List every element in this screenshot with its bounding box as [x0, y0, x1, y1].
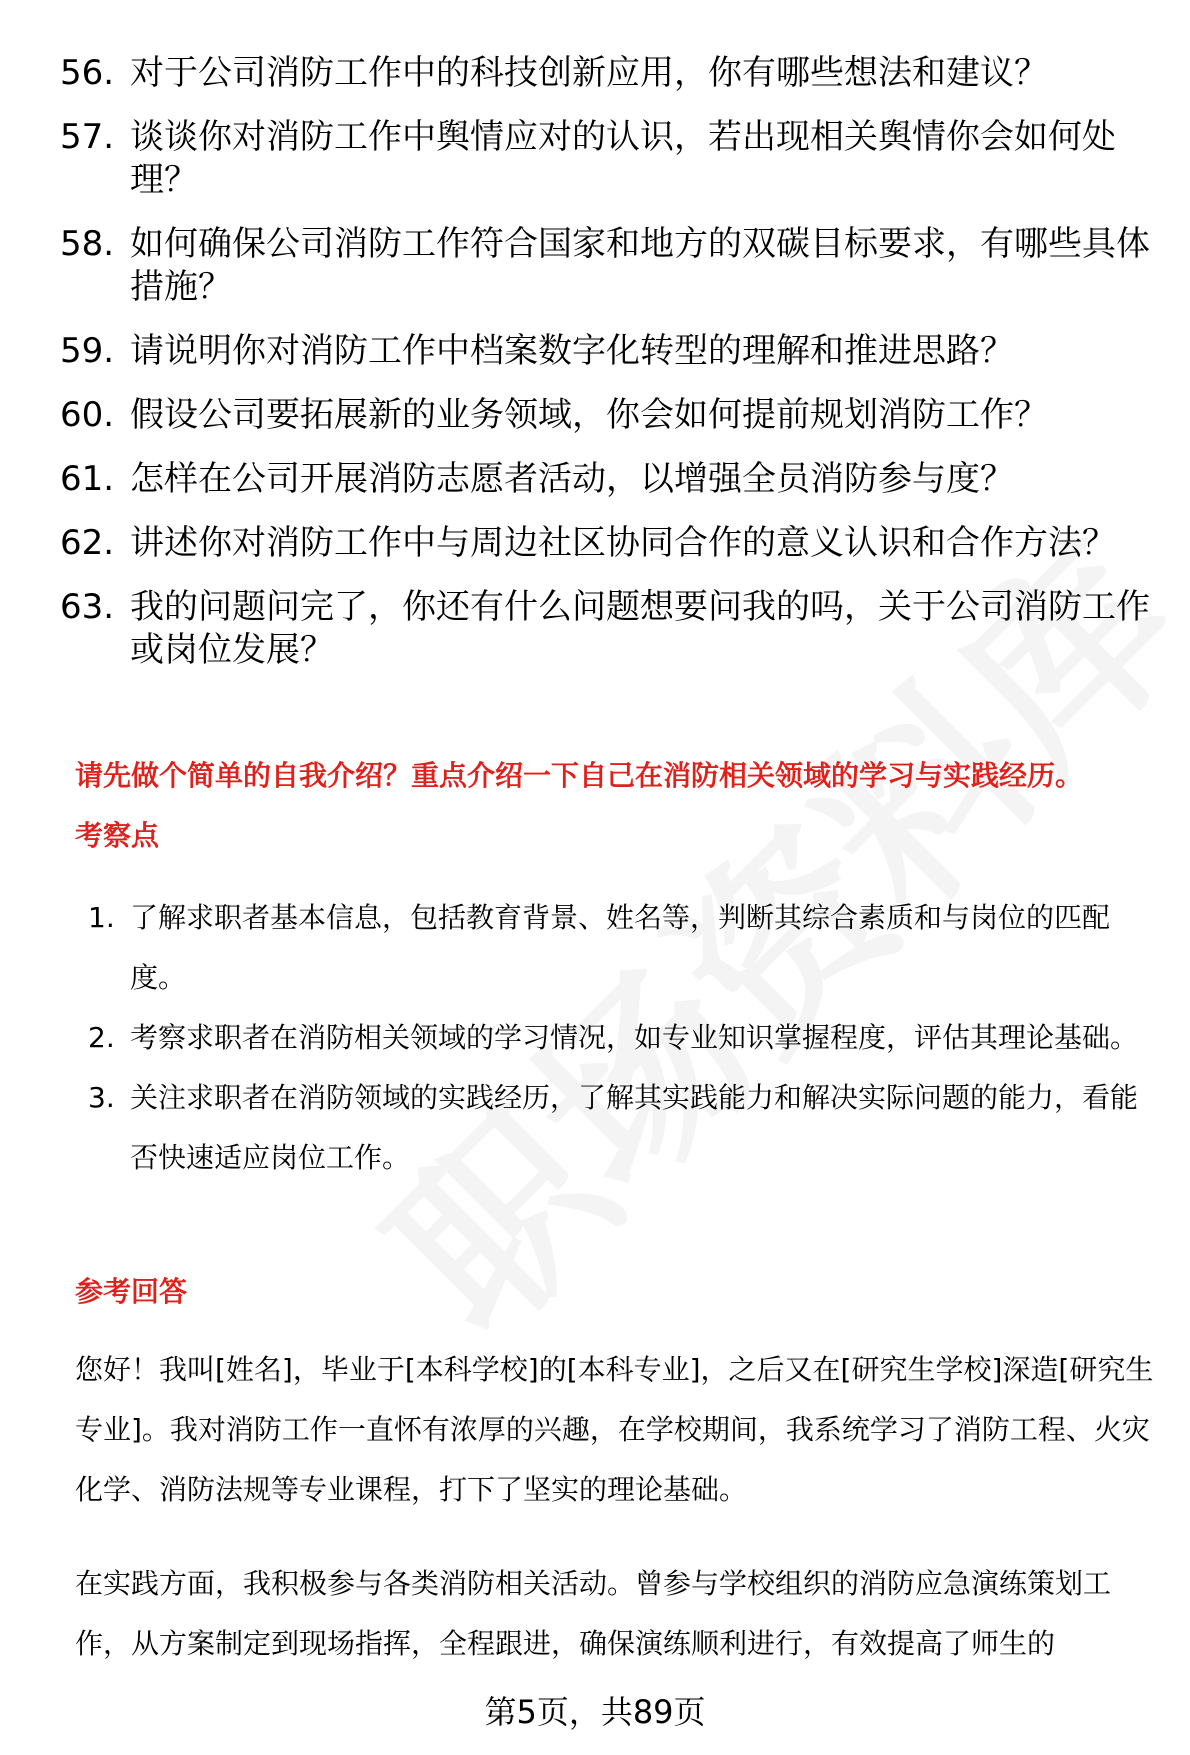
question-number: 63.: [60, 587, 115, 627]
question-text: 对于公司消防工作中的科技创新应用，你有哪些想法和建议？: [130, 53, 1048, 93]
question-number: 59.: [60, 331, 115, 371]
question-text: 我的问题问完了，你还有什么问题想要问我的吗，关于公司消防工作或岗位发展？: [130, 587, 1150, 670]
focus-point-item: [88, 888, 1158, 1008]
question-text: 讲述你对消防工作中与周边社区协同合作的意义认识和合作方法？: [130, 523, 1116, 563]
question-item: [60, 223, 1150, 309]
page-footer: 第5页，共89页: [484, 1693, 706, 1731]
focus-points-list: [88, 888, 1158, 1188]
question-text: 谈谈你对消防工作中舆情应对的认识，若出现相关舆情你会如何处理？: [130, 117, 1116, 200]
question-item: [60, 522, 1150, 565]
question-item: [60, 458, 1150, 501]
focus-point-text: 考察求职者在消防相关领域的学习情况，如专业知识掌握程度，评估其理论基础。: [130, 1021, 1139, 1054]
focus-point-text: 了解求职者基本信息，包括教育背景、姓名等，判断其综合素质和与岗位的匹配度。: [130, 901, 1111, 994]
question-text: 怎样在公司开展消防志愿者活动，以增强全员消防参与度？: [130, 459, 1014, 499]
question-number: 57.: [60, 117, 115, 157]
question-text: 请说明你对消防工作中档案数字化转型的理解和推进思路？: [130, 331, 1014, 371]
answer-paragraph: 在实践方面，我积极参与各类消防相关活动。曾参与学校组织的消防应急演练策划工作，从方案制定到现场指挥，全程跟进，确保演练顺利进行，有效提高了师生的: [75, 1567, 1112, 1660]
focus-point-item: [88, 1008, 1158, 1068]
question-item: [60, 116, 1150, 202]
question-number: 62.: [60, 523, 115, 563]
focus-point-number: 2.: [88, 1021, 115, 1054]
question-number: 58.: [60, 224, 115, 264]
focus-point-item: [88, 1068, 1158, 1188]
interview-question-heading: 请先做个简单的自我介绍？重点介绍一下自己在消防相关领域的学习与实践经历。: [75, 759, 1084, 792]
question-list: [60, 52, 1150, 693]
question-text: 假设公司要拓展新的业务领域，你会如何提前规划消防工作？: [130, 395, 1048, 435]
question-number: 60.: [60, 395, 115, 435]
question-number: 56.: [60, 53, 115, 93]
focus-point-number: 3.: [88, 1081, 115, 1114]
question-text: 如何确保公司消防工作符合国家和地方的双碳目标要求，有哪些具体措施？: [130, 224, 1150, 307]
question-item: [60, 394, 1150, 437]
answer-paragraph: 您好！我叫[姓名]，毕业于[本科学校]的[本科专业]，之后又在[研究生学校]深造[研究生专业]。我对消防工作一直怀有浓厚的兴趣，在学校期间，我系统学习了消防工程、火灾化学、消防法规等专业课程，打下了坚实的理论基础。: [75, 1353, 1154, 1506]
focus-point-text: 关注求职者在消防领域的实践经历，了解其实践能力和解决实际问题的能力，看能否快速适应岗位工作。: [130, 1081, 1139, 1174]
focus-point-number: 1.: [88, 901, 115, 934]
question-item: [60, 330, 1150, 373]
question-item: [60, 586, 1150, 672]
focus-points-heading: 考察点: [75, 819, 160, 852]
question-number: 61.: [60, 459, 115, 499]
question-item: [60, 52, 1150, 95]
reference-answer-heading: 参考回答: [75, 1275, 188, 1308]
